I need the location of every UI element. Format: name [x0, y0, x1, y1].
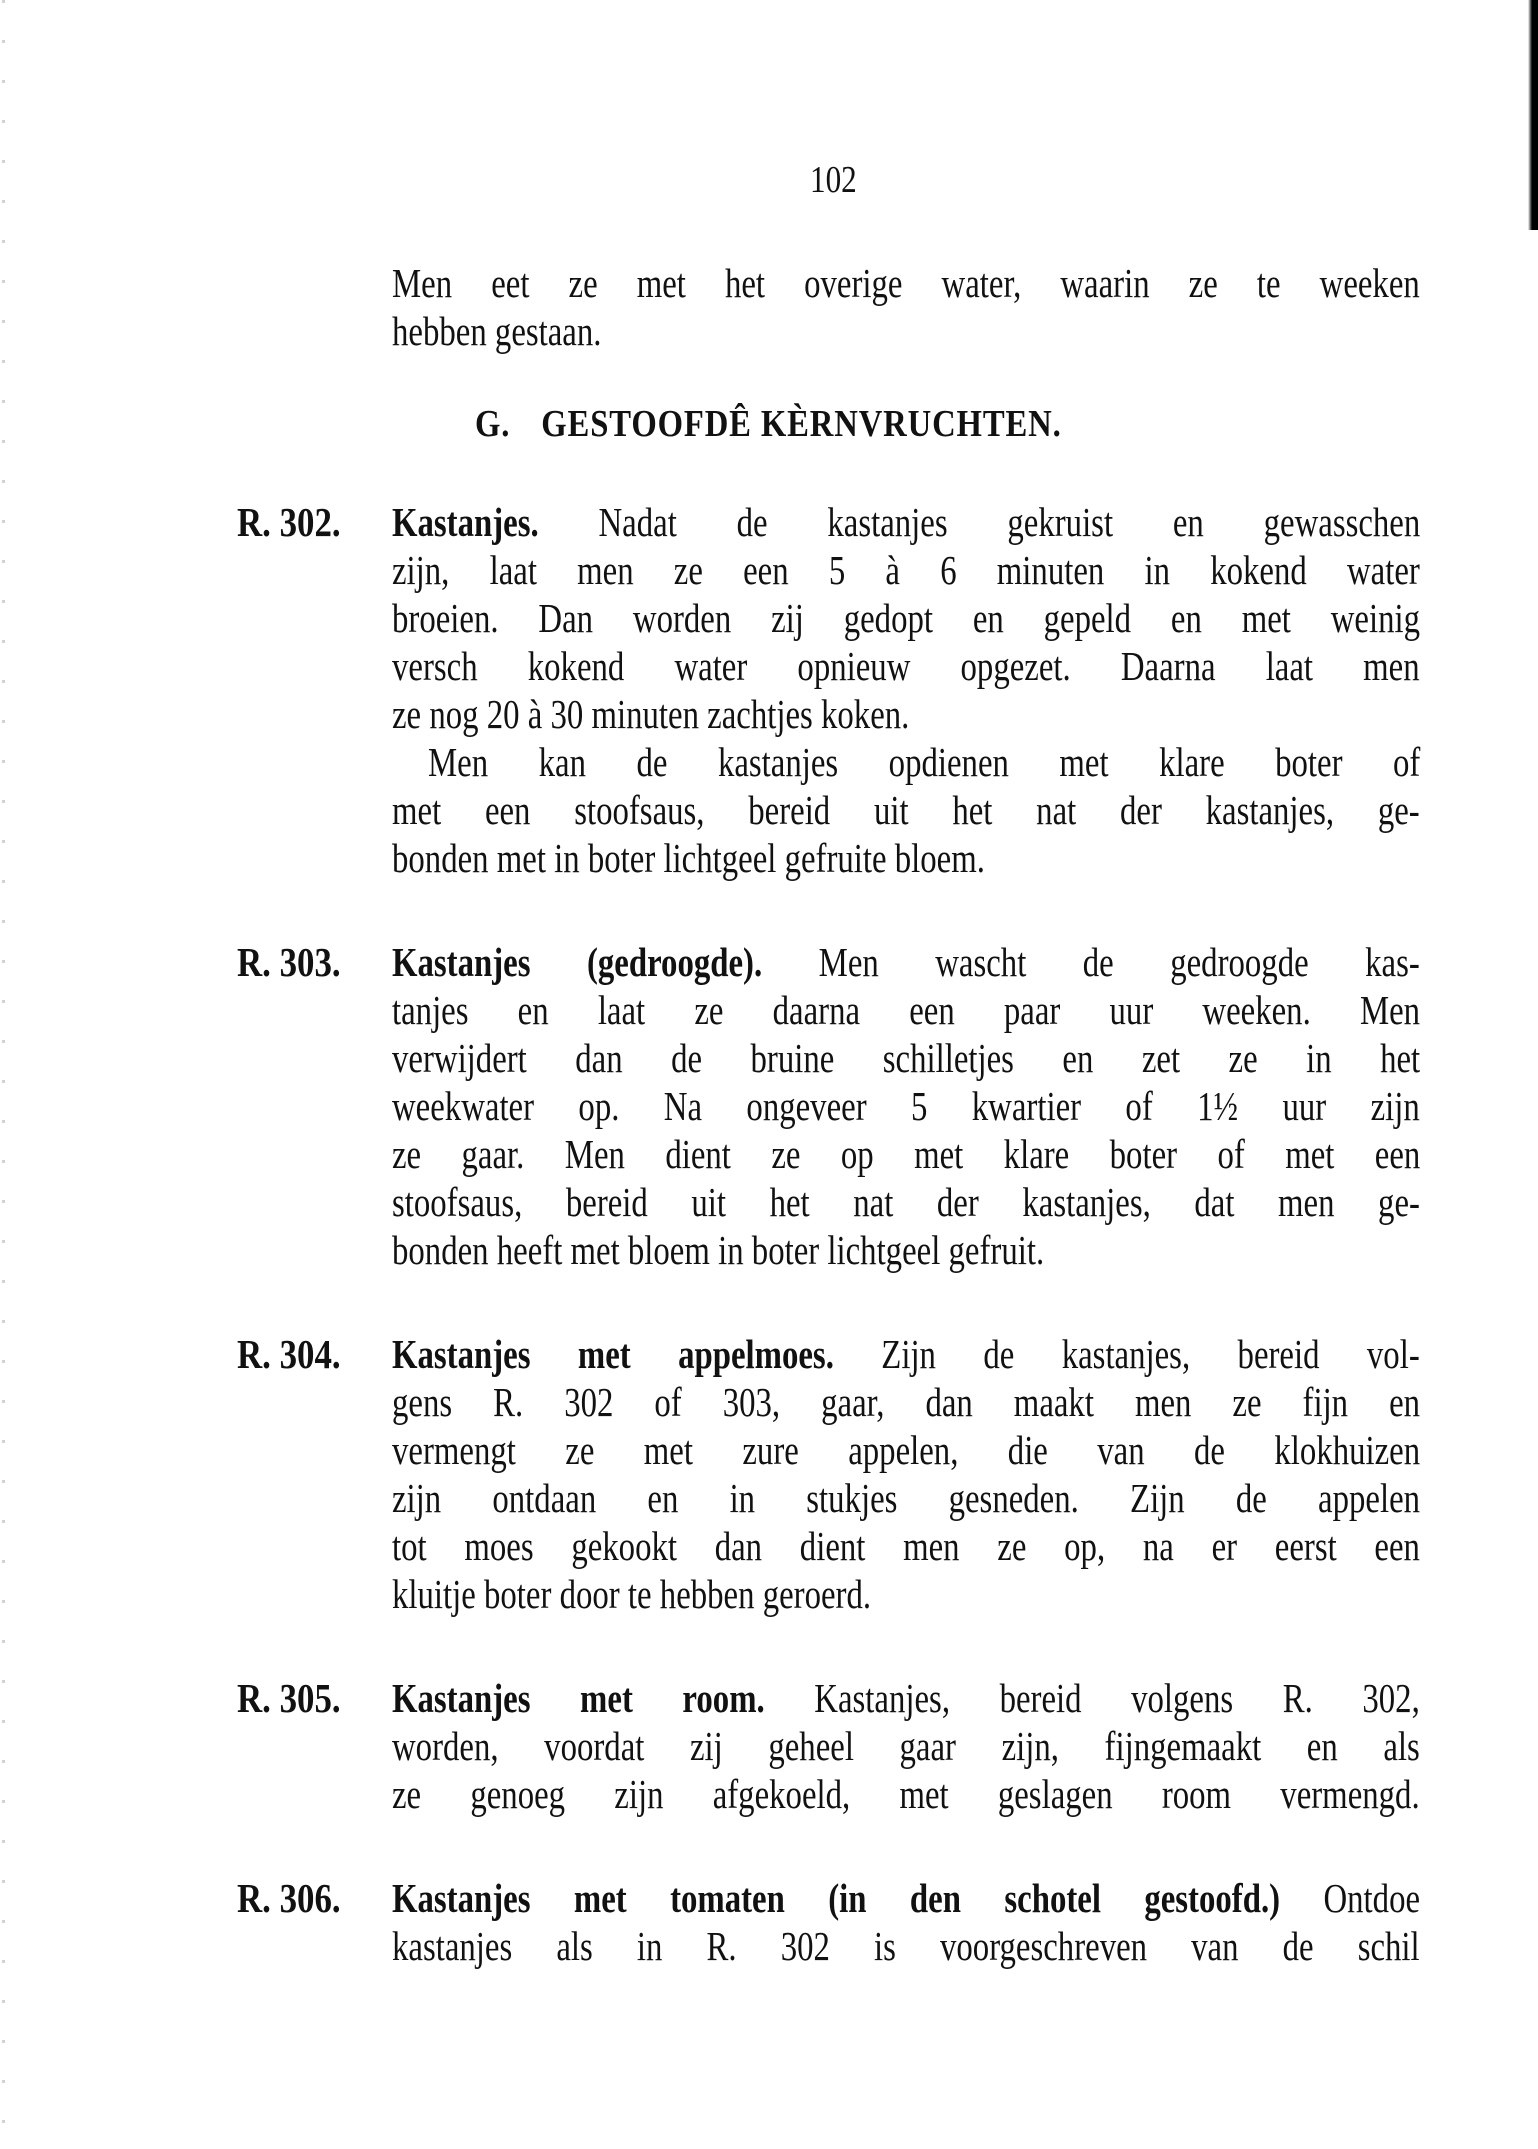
intro-line: Men eet ze met het overige water, waarin ze te weeken — [392, 260, 1420, 306]
recipe-line: kluitje boter door te hebben geroerd. — [392, 1571, 872, 1617]
recipe-line: gens R. 302 of 303, gaar, dan maakt men ze fijn en — [392, 1379, 1421, 1425]
recipe-line: Kastanjes (gedroogde). Men wascht de gedroogde kas- — [392, 939, 1420, 985]
recipe-line: ze genoeg zijn afgekoeld, met geslagen room vermengd. — [392, 1771, 1420, 1817]
recipe-line: Kastanjes met room. Kastanjes, bereid volgens R. 302, — [392, 1675, 1420, 1721]
recipe-label: R. 304. — [237, 1331, 341, 1377]
recipe-line: Men kan de kastanjes opdienen met klare boter of — [428, 739, 1421, 785]
recipe-line: zijn, laat men ze een 5 à 6 minuten in kokend water — [392, 547, 1420, 593]
binding-shadow — [1528, 0, 1538, 230]
page-number: 102 — [809, 159, 857, 201]
recipe-title: Kastanjes met room. — [392, 1675, 765, 1721]
recipe-title: Kastanjes met appelmoes. — [392, 1331, 834, 1377]
recipe-line: ze nog 20 à 30 minuten zachtjes koken. — [392, 691, 910, 737]
recipe-line: vermengt ze met zure appelen, die van de klokhuizen — [392, 1427, 1421, 1473]
recipe-line: tot moes gekookt dan dient men ze op, na er eerst een — [392, 1523, 1420, 1569]
recipe-label: R. 305. — [237, 1675, 341, 1721]
intro-line: hebben gestaan. — [392, 308, 602, 354]
recipe-line: ze gaar. Men dient ze op met klare boter of met een — [392, 1131, 1421, 1177]
section-heading — [475, 402, 1062, 446]
recipe-line: Kastanjes. Nadat de kastanjes gekruist en gewasschen — [392, 499, 1421, 545]
recipe-line: zijn ontdaan en in stukjes gesneden. Zijn de appelen — [392, 1475, 1421, 1521]
section-title: GESTOOFDÊ KÈRNVRUCHTEN. — [541, 403, 1062, 445]
recipe-label: R. 302. — [237, 499, 341, 545]
recipe-line: stoofsaus, bereid uit het nat der kastanjes, dat men ge- — [392, 1179, 1420, 1225]
recipe-line: tanjes en laat ze daarna een paar uur weeken. Men — [392, 987, 1421, 1033]
recipe-line: worden, voordat zij geheel gaar zijn, fijngemaakt en als — [392, 1723, 1420, 1769]
recipe-line: broeien. Dan worden zij gedopt en gepeld en met weinig — [392, 595, 1421, 641]
recipe-line: met een stoofsaus, bereid uit het nat der kastanjes, ge- — [392, 787, 1420, 833]
section-letter: G. — [475, 403, 511, 445]
recipe-title: Kastanjes met tomaten (in den schotel gestoofd.) — [392, 1875, 1281, 1921]
scan-edge-noise — [2, 0, 5, 2149]
recipe-line: kastanjes als in R. 302 is voorgeschreven van de schil — [392, 1923, 1420, 1969]
recipe-label: R. 306. — [237, 1875, 341, 1921]
recipe-line: bonden met in boter lichtgeel gefruite bloem. — [392, 835, 985, 881]
recipe-line: Kastanjes met tomaten (in den schotel gestoofd.) Ontdoe — [392, 1875, 1421, 1921]
recipe-label: R. 303. — [237, 939, 341, 985]
recipe-line: bonden heeft met bloem in boter lichtgeel gefruit. — [392, 1227, 1045, 1273]
recipe-title: Kastanjes. — [392, 499, 539, 545]
recipe-line: versch kokend water opnieuw opgezet. Daarna laat men — [392, 643, 1420, 689]
recipe-title: Kastanjes (gedroogde). — [392, 939, 763, 985]
recipe-line: weekwater op. Na ongeveer 5 kwartier of 1½ uur zijn — [392, 1083, 1420, 1129]
recipe-line: Kastanjes met appelmoes. Zijn de kastanjes, bereid vol- — [392, 1331, 1420, 1377]
recipe-line: verwijdert dan de bruine schilletjes en zet ze in het — [392, 1035, 1421, 1081]
